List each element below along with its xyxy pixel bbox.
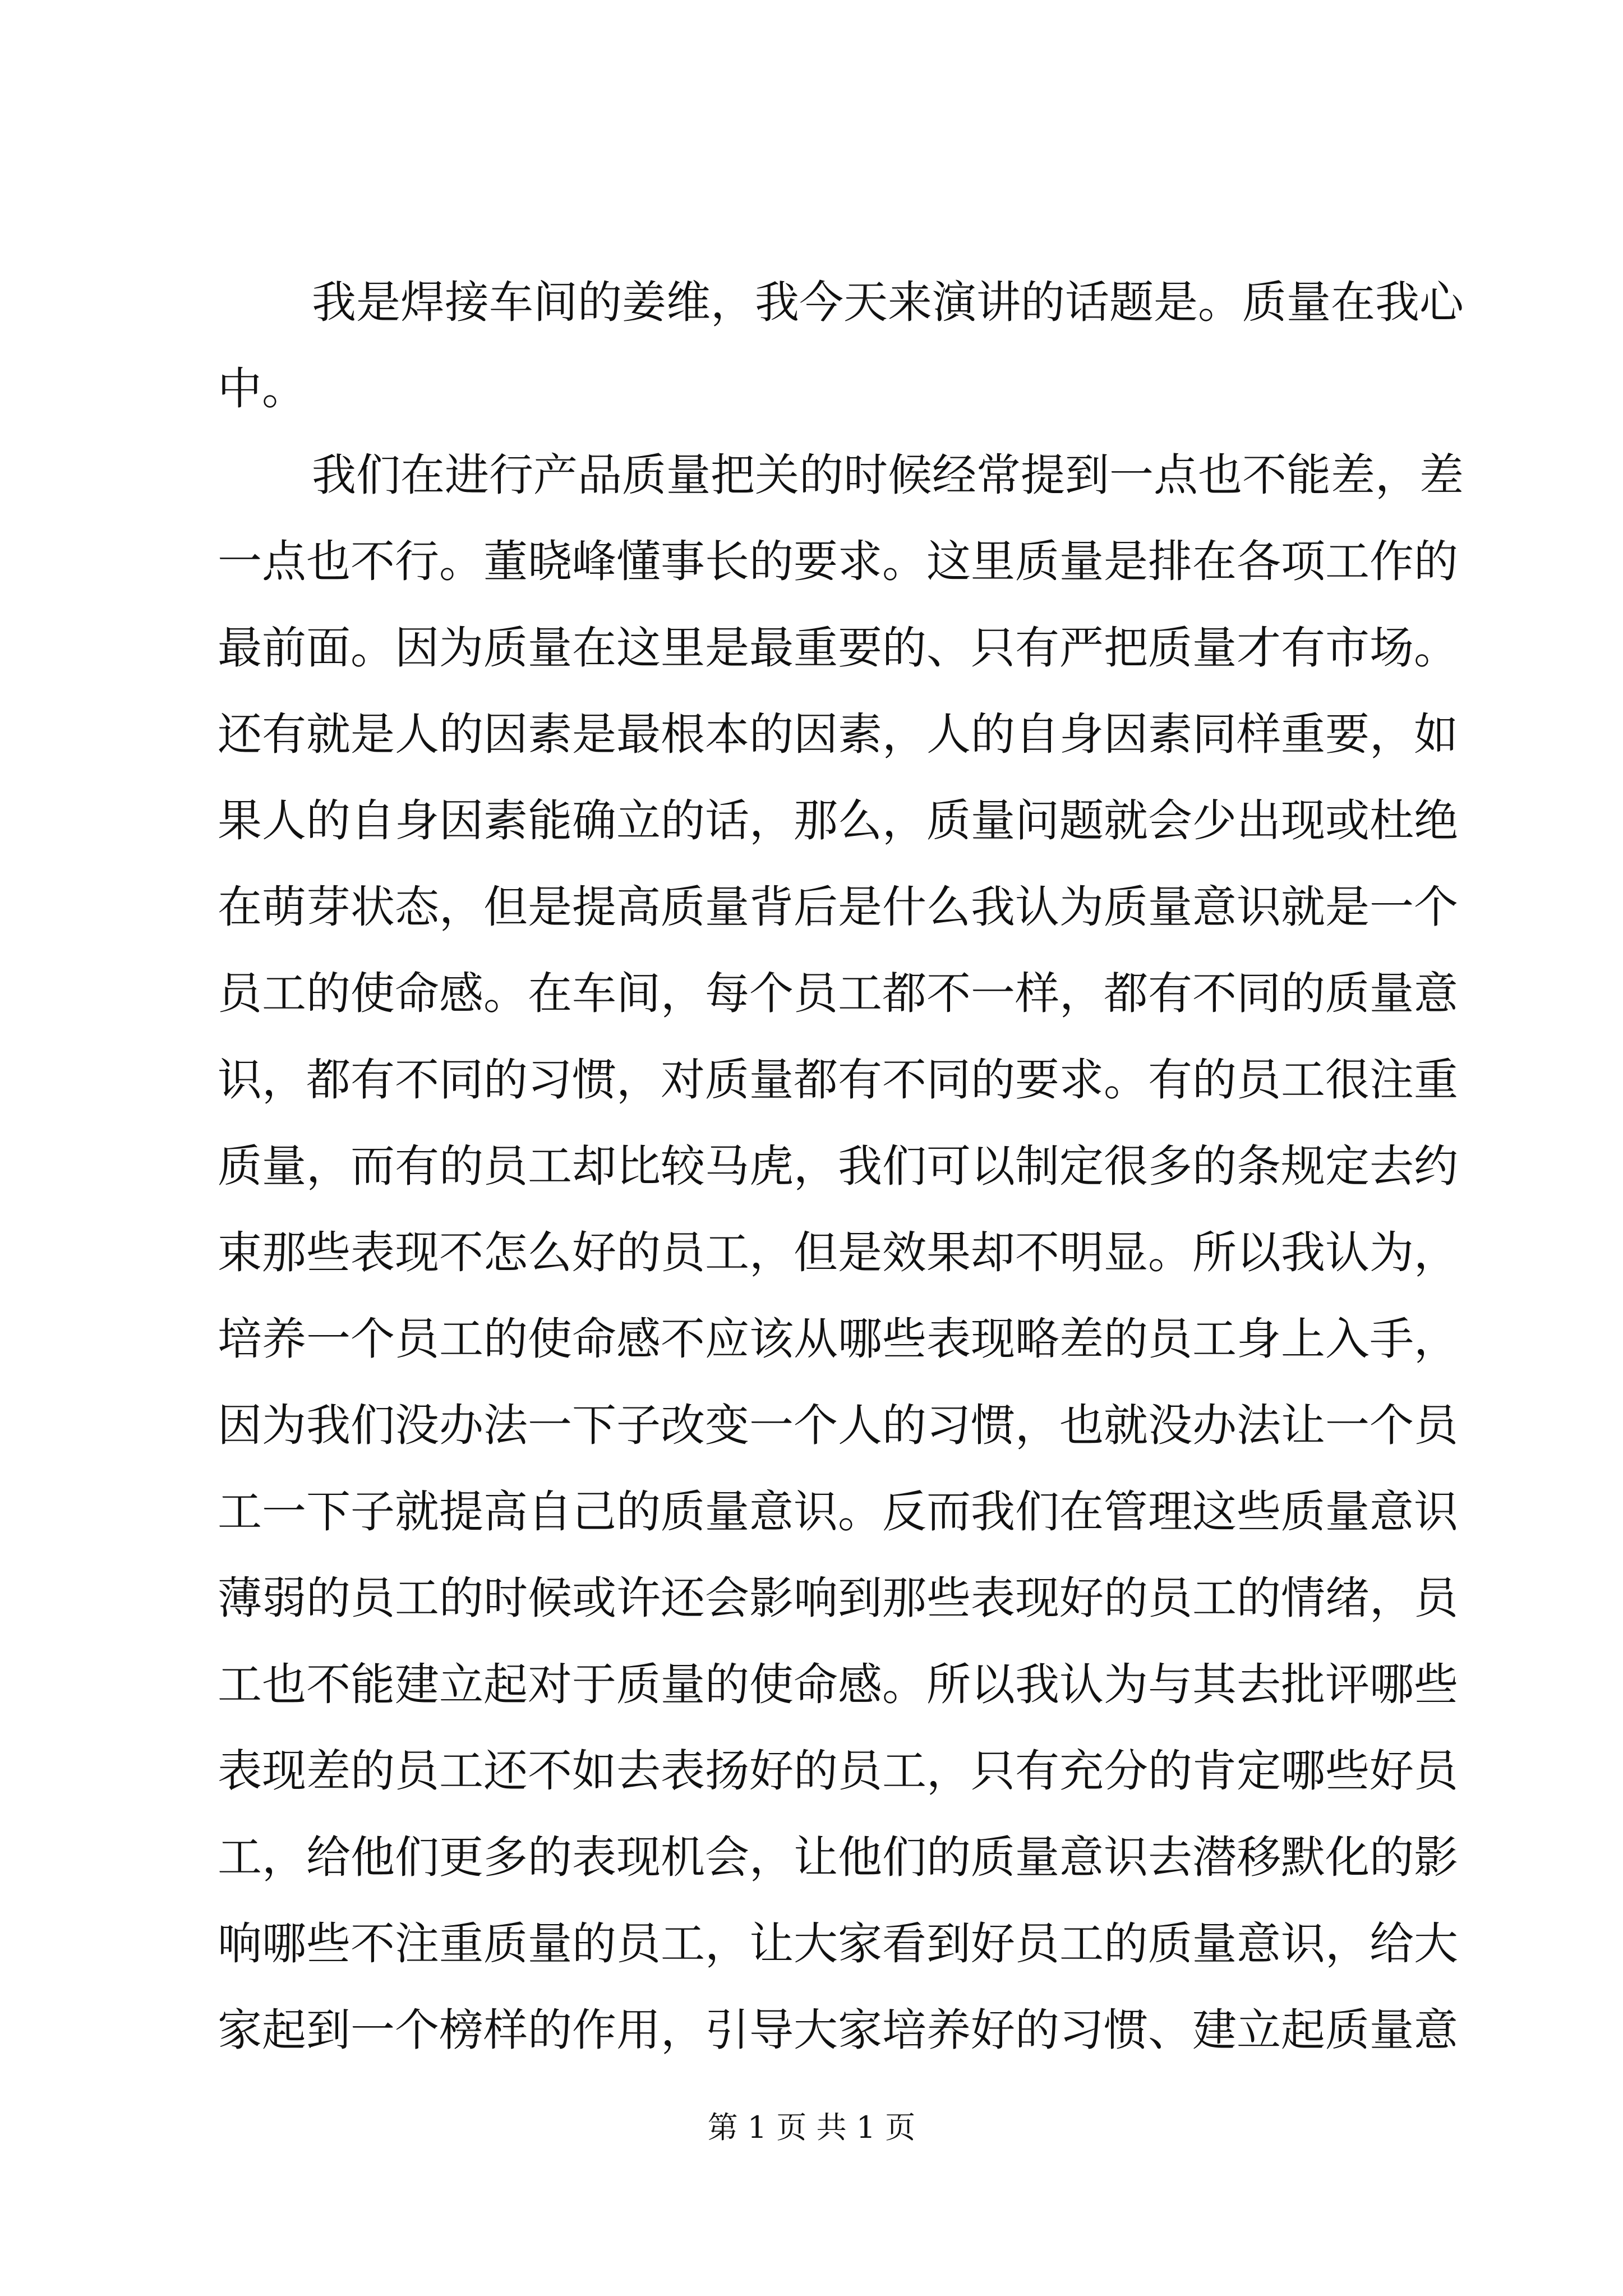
paragraph-2-line-3: 最前面。因为质量在这里是最重要的、只有严把质量才有市场。 bbox=[218, 622, 1458, 674]
paragraph-2-line-12: 因为我们没办法一下子改变一个人的习惯，也就没办法让一个员 bbox=[218, 1400, 1458, 1451]
paragraph-2-line-19: 家起到一个榜样的作用，引导大家培养好的习惯、建立起质量意 bbox=[218, 2004, 1458, 2056]
paragraph-2-line-18: 响哪些不注重质量的员工，让大家看到好员工的质量意识，给大 bbox=[218, 1918, 1458, 1970]
paragraph-2-line-2: 一点也不行。董晓峰懂事长的要求。这里质量是排在各项工作的 bbox=[218, 536, 1458, 587]
paragraph-2-line-14: 薄弱的员工的时候或许还会影响到那些表现好的员工的情绪，员 bbox=[218, 1572, 1458, 1624]
paragraph-2-line-17: 工，给他们更多的表现机会，让他们的质量意识去潜移默化的影 bbox=[218, 1832, 1458, 1883]
paragraph-1-line-1: 我是焊接车间的姜维，我今天来演讲的话题是。质量在我心 bbox=[312, 277, 1464, 328]
paragraph-2-line-9: 质量，而有的员工却比较马虎，我们可以制定很多的条规定去约 bbox=[218, 1140, 1458, 1192]
paragraph-2-line-7: 员工的使命感。在车间，每个员工都不一样，都有不同的质量意 bbox=[218, 968, 1458, 1019]
paragraph-2-line-6: 在萌芽状态，但是提高质量背后是什么我认为质量意识就是一个 bbox=[218, 881, 1458, 933]
paragraph-1-line-2: 中。 bbox=[218, 363, 306, 415]
paragraph-2-line-13: 工一下子就提高自己的质量意识。反而我们在管理这些质量意识 bbox=[218, 1486, 1458, 1538]
paragraph-2-line-1: 我们在进行产品质量把关的时候经常提到一点也不能差，差 bbox=[312, 449, 1464, 501]
paragraph-2-line-5: 果人的自身因素能确立的话，那么，质量问题就会少出现或杜绝 bbox=[218, 795, 1458, 846]
paragraph-2-line-11: 培养一个员工的使命感不应该从哪些表现略差的员工身上入手， bbox=[218, 1313, 1458, 1365]
paragraph-2-line-10: 束那些表现不怎么好的员工，但是效果却不明显。所以我认为， bbox=[218, 1227, 1458, 1278]
paragraph-2-line-8: 识，都有不同的习惯，对质量都有不同的要求。有的员工很注重 bbox=[218, 1054, 1458, 1106]
document-body bbox=[218, 259, 1464, 2073]
paragraph-2-line-4: 还有就是人的因素是最根本的因素，人的自身因素同样重要，如 bbox=[218, 708, 1458, 760]
paragraph-2-line-16: 表现差的员工还不如去表扬好的员工，只有充分的肯定哪些好员 bbox=[218, 1745, 1458, 1797]
page-number-footer: 第 1 页 共 1 页 bbox=[707, 2110, 916, 2145]
paragraph-2-line-15: 工也不能建立起对于质量的使命感。所以我认为与其去批评哪些 bbox=[218, 1659, 1458, 1710]
